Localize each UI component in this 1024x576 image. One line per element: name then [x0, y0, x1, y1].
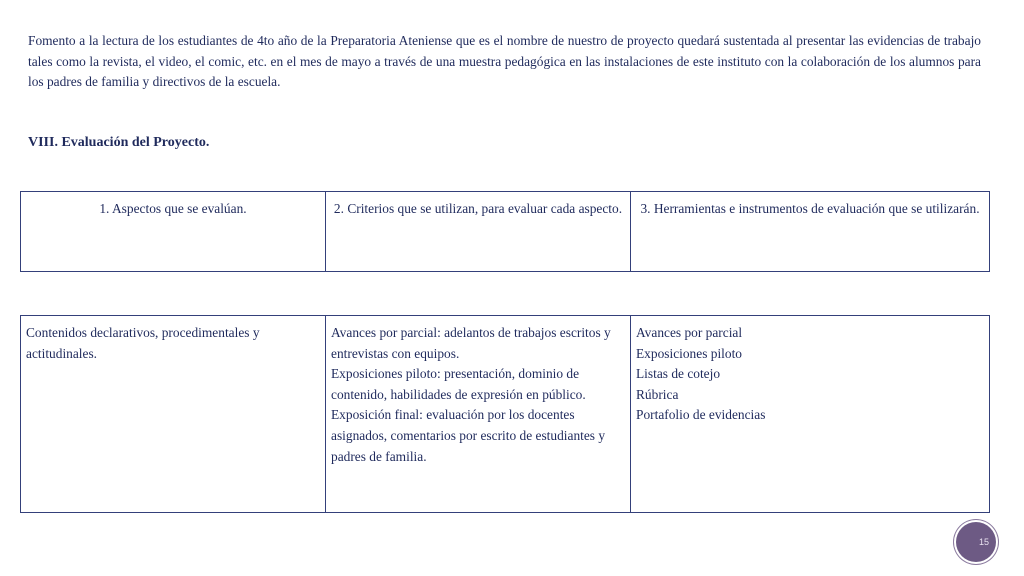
header-cell-tools: 3. Herramientas e instrumentos de evaluación que se utilizarán.	[631, 192, 990, 272]
header-cell-criteria: 2. Criterios que se utilizan, para evaluar cada aspecto.	[326, 192, 631, 272]
criteria-item: Exposiciones piloto: presentación, dominio de contenido, habilidades de expresión en público.	[331, 366, 586, 402]
content-cell-aspects: Contenidos declarativos, procedimentales y actitudinales.	[21, 316, 326, 513]
intro-paragraph: Fomento a la lectura de los estudiantes de 4to año de la Preparatoria Ateniense que es el nombre de nuestro de proyecto quedará sustentada al presentar las evidencias de trabajo tales como la revista, el video, el comic, etc. en el mes de mayo a través de una muestra pedagógica en las instalaciones de este instituto con la colaboración de los alumnos para los padres de familia y directivos de la escuela.	[28, 33, 981, 89]
criteria-item: Exposición final: evaluación por los docentes asignados, comentarios por escrito de estudiantes y padres de familia.	[331, 407, 606, 464]
content-cell-criteria	[326, 316, 631, 513]
table-row	[21, 316, 990, 513]
tool-item: Rúbrica	[636, 386, 679, 402]
section-title: VIII. Evaluación del Proyecto.	[28, 135, 210, 150]
page-number-badge	[956, 522, 996, 562]
criteria-content-table	[20, 315, 990, 513]
header-cell-aspects: 1. Aspectos que se evalúan.	[21, 192, 326, 272]
tool-item: Listas de cotejo	[636, 366, 721, 382]
criteria-header-table	[20, 191, 990, 272]
tool-item: Avances por parcial	[636, 325, 743, 340]
page-number: 15	[978, 537, 989, 547]
table-row	[21, 192, 990, 272]
tool-item: Exposiciones piloto	[636, 345, 743, 361]
content-cell-tools	[631, 316, 990, 513]
criteria-item: Avances por parcial: adelantos de trabajos escritos y entrevistas con equipos.	[331, 325, 611, 361]
tool-item: Portafolio de evidencias	[636, 407, 766, 423]
